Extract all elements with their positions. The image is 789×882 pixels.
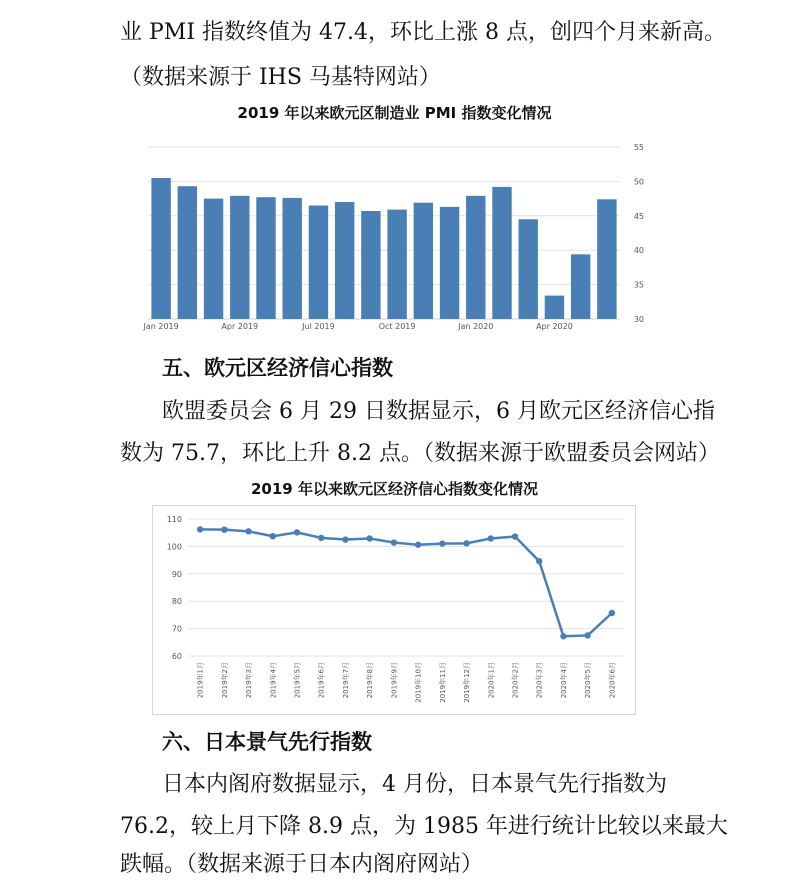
confidence-point [536,558,542,564]
confidence-point [197,526,203,532]
confidence-point [560,633,566,639]
pmi-x-tick-label: Oct 2019 [378,322,416,331]
confidence-x-tick-label: 2019年11月 [438,662,447,703]
confidence-x-tick-label: 2020年2月 [511,662,520,699]
confidence-x-tick-label: 2019年6月 [317,662,326,699]
paragraph-line: 日本内阁府数据显示，4 月份，日本景气先行指数为 [162,772,667,797]
confidence-x-tick-label: 2019年9月 [390,662,399,699]
confidence-point [245,528,251,534]
paragraph-line: 业 PMI 指数终值为 47.4，环比上涨 8 点，创四个月来新高。 [120,20,726,45]
paragraph-line: 76.2，较上月下降 8.9 点，为 1985 年进行统计比较以来最大 [120,814,728,839]
confidence-point [221,526,227,532]
pmi-x-tick-label: Apr 2020 [536,322,573,331]
confidence-point [270,533,276,539]
confidence-x-tick-label: 2020年1月 [487,662,496,699]
pmi-bar [466,196,485,319]
pmi-bar [309,205,328,319]
paragraph-line: 跌幅。（数据来源于日本内阁府网站） [120,852,484,877]
confidence-x-tick-label: 2020年6月 [608,662,617,699]
pmi-y-tick-label: 55 [633,143,644,152]
pmi-bar [597,199,616,319]
pmi-bar [545,296,564,319]
confidence-y-tick-label: 80 [171,597,182,607]
pmi-y-tick-label: 40 [633,246,644,256]
pmi-y-tick-label: 35 [633,280,644,290]
confidence-x-tick-label: 2019年5月 [293,662,302,699]
confidence-x-tick-label: 2019年3月 [245,662,254,699]
section5-heading: 五、欧元区经济信心指数 [162,356,393,380]
confidence-y-tick-label: 110 [166,515,182,524]
confidence-x-tick-label: 2019年7月 [341,662,350,699]
pmi-bar [283,198,302,319]
confidence-point [488,535,494,541]
section6-heading: 六、日本景气先行指数 [162,730,372,754]
confidence-y-tick-label: 100 [166,542,182,552]
confidence-point [318,535,324,541]
confidence-point [609,610,615,616]
source-note: （数据来源于 IHS 马基特网站） [120,65,441,90]
pmi-bar [204,199,223,319]
confidence-point [584,632,590,638]
pmi-bar [361,211,380,319]
pmi-y-tick-label: 45 [633,211,644,221]
confidence-line-chart [152,505,636,715]
pmi-bar [230,196,249,319]
paragraph-line: 数为 75.7，环比上升 8.2 点。（数据来源于欧盟委员会网站） [120,441,720,466]
confidence-y-tick-label: 90 [171,569,182,579]
confidence-y-tick-label: 60 [171,652,182,661]
confidence-point [512,533,518,539]
paragraph-line: 欧盟委员会 6 月 29 日数据显示，6 月欧元区经济信心指 [162,399,715,424]
confidence-chart-title: 2019 年以来欧元区经济信心指数变化情况 [251,480,538,498]
pmi-x-tick-label: Apr 2019 [221,322,259,331]
confidence-x-tick-label: 2019年4月 [269,662,278,699]
confidence-y-tick-label: 70 [171,624,182,634]
pmi-bar [151,178,170,319]
pmi-bar [414,203,433,319]
confidence-x-tick-label: 2019年1月 [196,662,205,699]
confidence-point [294,529,300,535]
confidence-x-tick-label: 2019年10月 [414,662,423,703]
confidence-x-tick-label: 2020年5月 [584,662,593,699]
pmi-y-tick-label: 30 [633,315,644,324]
pmi-bar [492,187,511,319]
pmi-x-tick-label: Jan 2019 [143,322,179,331]
confidence-point [463,540,469,546]
confidence-x-tick-label: 2020年4月 [559,662,568,699]
confidence-point [366,535,372,541]
pmi-bar [178,186,197,319]
confidence-x-tick-label: 2019年2月 [220,662,229,699]
pmi-y-tick-label: 50 [633,177,644,187]
pmi-bar [387,210,406,319]
pmi-x-tick-label: Jan 2020 [458,322,494,331]
pmi-x-tick-label: Jul 2019 [302,322,335,331]
confidence-x-tick-label: 2019年8月 [366,662,375,699]
confidence-x-tick-label: 2020年3月 [535,662,544,699]
pmi-bar [519,219,538,319]
pmi-bar [440,207,459,319]
confidence-point [415,542,421,548]
pmi-bar [571,254,590,319]
pmi-bar [256,197,275,319]
confidence-point [342,536,348,542]
pmi-bar [335,202,354,319]
pmi-chart-title: 2019 年以来欧元区制造业 PMI 指数变化情况 [237,104,552,122]
confidence-point [439,540,445,546]
confidence-point [391,539,397,545]
confidence-x-tick-label: 2019年12月 [463,662,472,703]
pmi-bar-chart [140,135,660,335]
